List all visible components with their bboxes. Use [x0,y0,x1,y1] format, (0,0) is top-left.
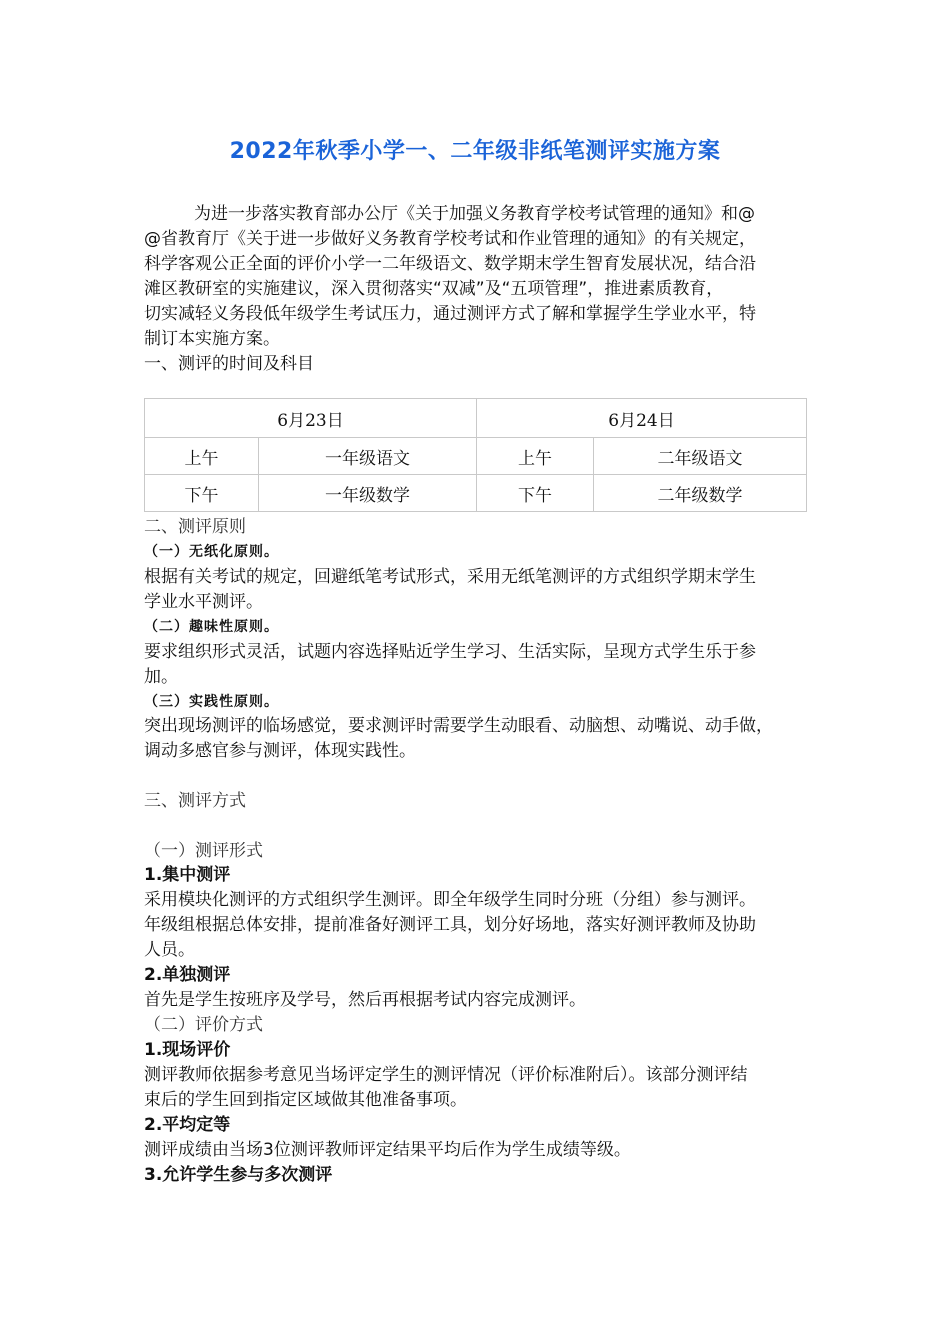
section-heading-1: 一、测评的时间及科目 [144,354,314,374]
principle-text: 要求组织形式灵活，试题内容选择贴近学生学习、生活实际，呈现方式学生乐于参 [144,642,756,662]
item-title: 3.允许学生参与多次测评 [144,1165,333,1185]
item-title: 2.单独测评 [144,965,231,985]
table-row [145,438,807,475]
item-text: 人员。 [144,940,195,960]
intro-line: 制订本实施方案。 [144,329,280,349]
item-text: 测评成绩由当场3位测评教师评定结果平均后作为学生成绩等级。 [144,1140,631,1160]
date-cell: 6月24日 [477,399,807,438]
principle-title: （一）无纸化原则。 [144,544,279,560]
item-text: 测评教师依据参考意见当场评定学生的测评情况（评价标准附后）。该部分测评结 [144,1065,748,1085]
period-cell: 下午 [145,475,259,512]
intro-line: 切实减轻义务段低年级学生考试压力，通过测评方式了解和掌握学生学业水平，特 [144,304,756,324]
item-title: 1.现场评价 [144,1040,231,1060]
date-cell: 6月23日 [145,399,477,438]
subject-cell: 一年级语文 [259,438,477,475]
item-text: 采用模块化测评的方式组织学生测评。即全年级学生同时分班（分组）参与测评。 [144,890,756,910]
intro-line: 为进一步落实教育部办公厅《关于加强义务教育学校考试管理的通知》和@ [194,204,755,224]
schedule-header-row [145,399,807,438]
subject-cell: 二年级数学 [594,475,807,512]
item-title: 1.集中测评 [144,865,231,885]
item-title: 2.平均定等 [144,1115,231,1135]
intro-line: 滩区教研室的实施建议，深入贯彻落实“双减”及“五项管理”，推进素质教育， [144,279,724,299]
period-cell: 上午 [145,438,259,475]
intro-line: @省教育厅《关于进一步做好义务教育学校考试和作业管理的通知》的有关规定， [144,229,756,249]
principle-text: 加。 [144,667,178,687]
document-title: 2022年秋季小学一、二年级非纸笔测评实施方案 [229,139,721,164]
schedule-table [144,398,807,512]
principle-title: （三）实践性原则。 [144,694,279,710]
subject-cell: 二年级语文 [594,438,807,475]
item-text: 束后的学生回到指定区域做其他准备事项。 [144,1090,467,1110]
principle-title: （二）趣味性原则。 [144,619,279,635]
period-cell: 下午 [477,475,594,512]
section-heading-2: 二、测评原则 [144,517,246,537]
section-heading-3: 三、测评方式 [144,791,246,811]
principle-text: 学业水平测评。 [144,592,263,612]
period-cell: 上午 [477,438,594,475]
item-text: 年级组根据总体安排，提前准备好测评工具，划分好场地，落实好测评教师及协助 [144,915,756,935]
principle-text: 突出现场测评的临场感觉，要求测评时需要学生动眼看、动脑想、动嘴说、动手做， [144,716,773,736]
table-row [145,475,807,512]
subsection-title: （二）评价方式 [144,1015,263,1035]
principle-text: 调动多感官参与测评，体现实践性。 [144,741,416,761]
subsection-title: （一）测评形式 [144,841,263,861]
subject-cell: 一年级数学 [259,475,477,512]
principle-text: 根据有关考试的规定，回避纸笔考试形式，采用无纸笔测评的方式组织学期末学生 [144,567,756,587]
intro-line: 科学客观公正全面的评价小学一二年级语文、数学期末学生智育发展状况，结合沿 [144,254,756,274]
item-text: 首先是学生按班序及学号，然后再根据考试内容完成测评。 [144,990,586,1010]
